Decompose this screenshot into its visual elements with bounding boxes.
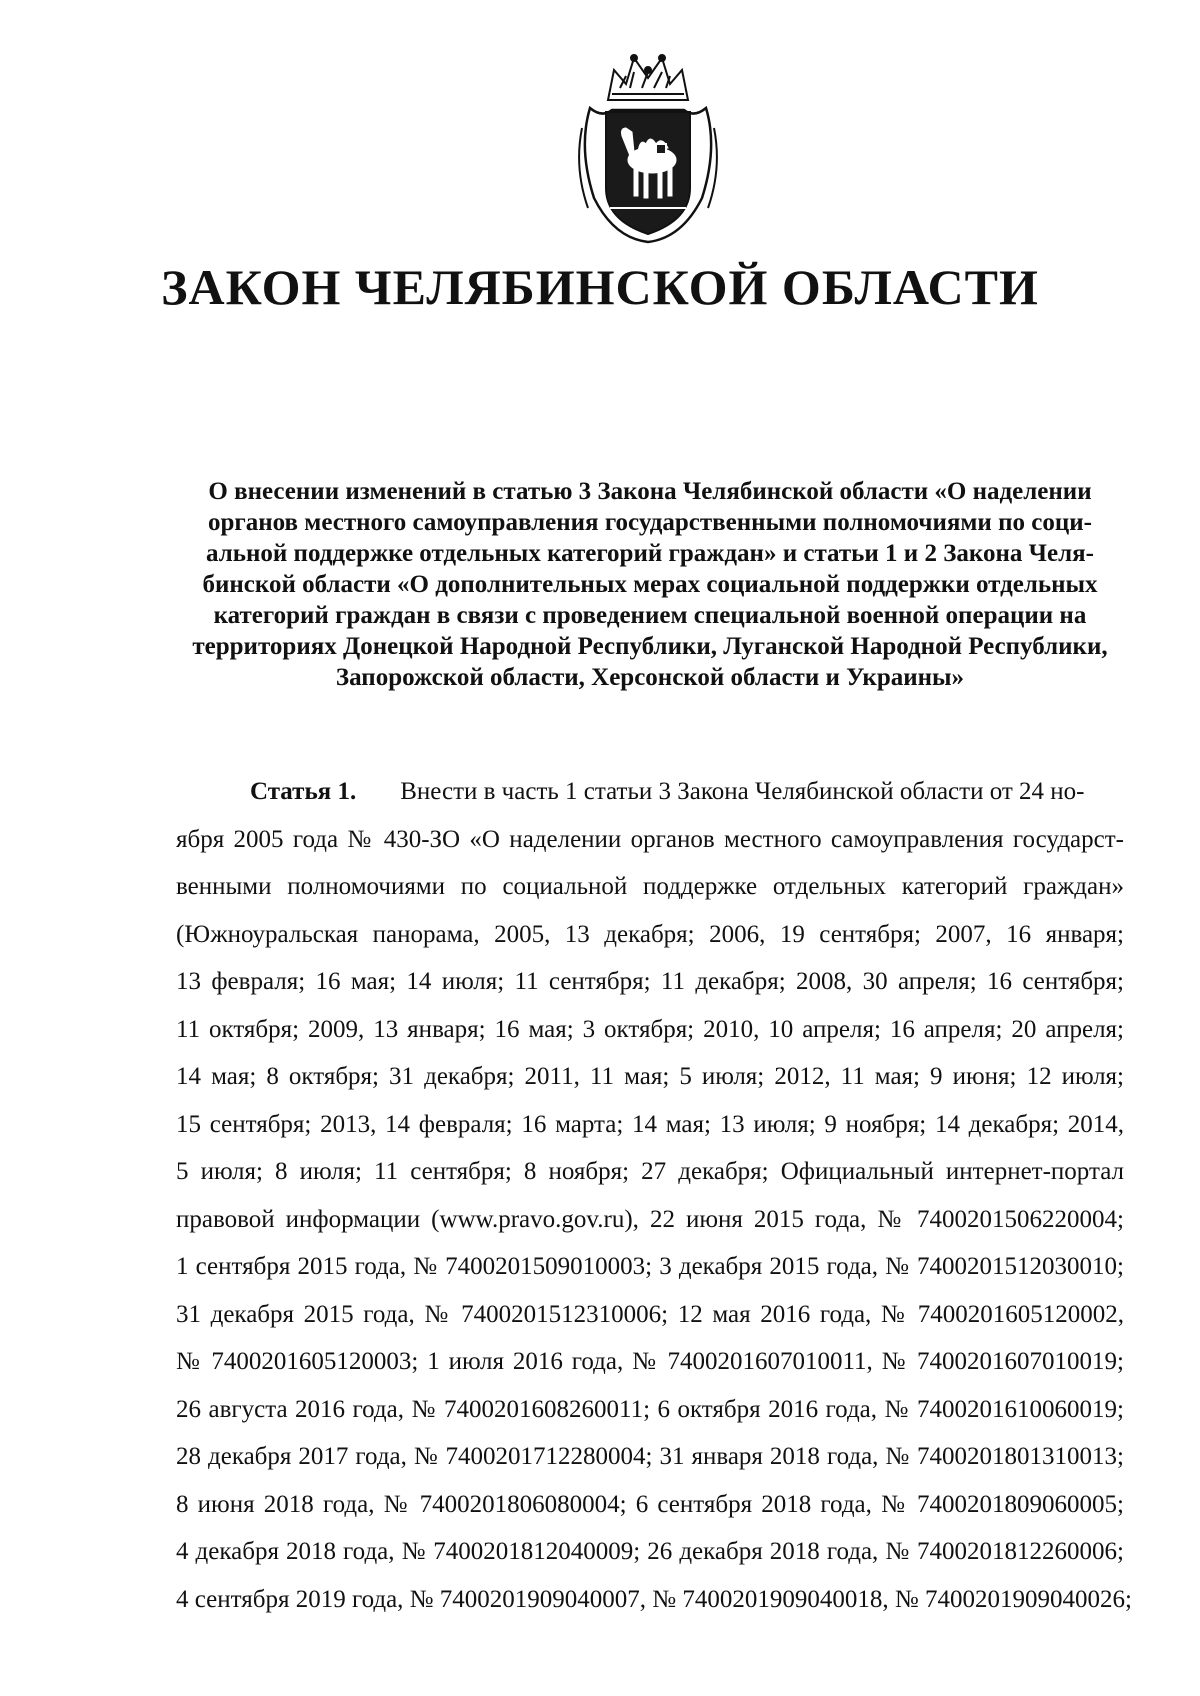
article-line: венными полномочиями по социальной поддержке отдельных категорий граждан» [176, 873, 1124, 900]
subtitle-line: территориях Донецкой Народной Республики, Луганской Народной Республики, [192, 633, 1108, 660]
law-subtitle [178, 476, 1122, 693]
article-line: 4 сентября 2019 года, № 7400201909040007, № 7400201909040018, № 7400201909040026; [176, 1585, 1132, 1613]
subtitle-line: альной поддержке отдельных категорий граждан» и статьи 1 и 2 Закона Челя- [206, 540, 1094, 567]
law-title: ЗАКОН ЧЕЛЯБИНСКОЙ ОБЛАСТИ [161, 259, 1039, 315]
subtitle-line: бинской области «О дополнительных мерах социальной поддержки отдельных [202, 571, 1098, 598]
article-line: 31 декабря 2015 года, № 7400201512310006; 12 мая 2016 года, № 7400201605120002, [176, 1300, 1124, 1328]
article-line: 13 февраля; 16 мая; 14 июля; 11 сентября; 11 декабря; 2008, 30 апреля; 16 сентября; [176, 968, 1124, 995]
article-line: 1 сентября 2015 года, № 7400201509010003; 3 декабря 2015 года, № 7400201512030010; [176, 1253, 1124, 1280]
article-line: правовой информации (www.pravo.gov.ru), 22 июня 2015 года, № 7400201506220004; [176, 1205, 1124, 1233]
article-text: Внести в часть 1 статьи 3 Закона Челябинской области от 24 но- [400, 778, 1085, 805]
article-line: № 7400201605120003; 1 июля 2016 года, № 7400201607010011, № 7400201607010019; [176, 1348, 1124, 1375]
coat-of-arms-icon [574, 48, 722, 244]
article-line: 26 августа 2016 года, № 7400201608260011; 6 октября 2016 года, № 7400201610060019; [176, 1395, 1124, 1423]
article-line: (Южноуральская панорама, 2005, 13 декабря; 2006, 19 сентября; 2007, 16 января; [176, 920, 1124, 948]
article-line: 8 июня 2018 года, № 7400201806080004; 6 сентября 2018 года, № 7400201809060005; [176, 1490, 1124, 1518]
subtitle-line: органов местного самоуправления государственными полномочиями по соци- [208, 509, 1092, 536]
article-line: 4 декабря 2018 года, № 7400201812040009; 26 декабря 2018 года, № 7400201812260006; [176, 1538, 1124, 1565]
article-1-first-line [176, 768, 1124, 816]
subtitle-line: О внесении изменений в статью 3 Закона Челябинской области «О наделении [208, 478, 1092, 505]
article-line: ября 2005 года № 430-ЗО «О наделении органов местного самоуправления государст- [176, 825, 1124, 853]
subtitle-line: Запорожской области, Херсонской области и Украины» [335, 664, 965, 691]
article-line: 5 июля; 8 июля; 11 сентября; 8 ноября; 27 декабря; Официальный интернет-портал [176, 1158, 1124, 1185]
article-line: 15 сентября; 2013, 14 февраля; 16 марта; 14 мая; 13 июля; 9 ноября; 14 декабря; 2014, [176, 1110, 1124, 1138]
article-line: 11 октября; 2009, 13 января; 16 мая; 3 октября; 2010, 10 апреля; 16 апреля; 20 апреля; [176, 1015, 1124, 1043]
article-label: Статья 1. [250, 778, 357, 805]
article-line: 28 декабря 2017 года, № 7400201712280004; 31 января 2018 года, № 7400201801310013; [176, 1443, 1124, 1470]
article-line: 14 мая; 8 октября; 31 декабря; 2011, 11 мая; 5 июля; 2012, 11 мая; 9 июня; 12 июля; [176, 1063, 1124, 1090]
article-1-body [176, 768, 1132, 1623]
subtitle-line: категорий граждан в связи с проведением специальной военной операции на [213, 602, 1087, 629]
